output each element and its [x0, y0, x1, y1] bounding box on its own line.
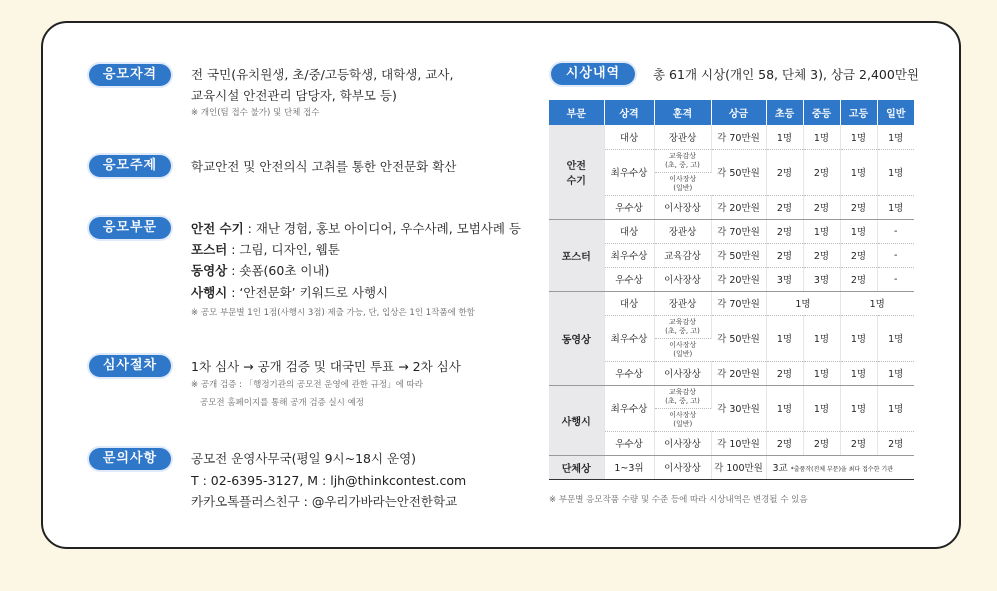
table-cell: 2명	[766, 361, 803, 385]
table-row	[549, 291, 914, 315]
table-row	[549, 149, 914, 172]
awards-footnote: ※ 부문별 응모작품 수량 및 수준 등에 따라 시상내역은 변경될 수 있음	[549, 495, 808, 505]
inquiry-line1: 공모전 운영사무국(평일 9시~18시 운영)	[191, 451, 417, 466]
table-cell: 1명	[766, 291, 840, 315]
theme-badge: 응모주제	[89, 155, 171, 177]
table-row	[549, 219, 914, 243]
table-cell: 2명	[840, 243, 877, 267]
table-cell: 2명	[766, 431, 803, 455]
table-row	[549, 431, 914, 455]
table-cell: 2명	[803, 149, 840, 195]
table-cell: 최우수상	[604, 385, 654, 431]
table-cell: 2명	[766, 149, 803, 195]
qualification-line1: 전 국민(유치원생, 초/중/고등학생, 대학생, 교사,	[191, 67, 454, 82]
table-row	[549, 385, 914, 408]
table-cell: 교육감상 (초, 중, 고)	[654, 315, 711, 338]
review-text: 1차 심사 → 공개 검증 및 대국민 투표 → 2차 심사	[191, 359, 461, 374]
header-cell: 중등	[803, 100, 840, 125]
category-item-poster: 포스터 : 그림, 디자인, 웹툰	[191, 242, 340, 257]
table-cell: 2명	[840, 195, 877, 219]
table-cell: 각 50만원	[711, 315, 766, 361]
table-cell: 1명	[840, 219, 877, 243]
header-cell: 고등	[840, 100, 877, 125]
review-badge: 심사절차	[89, 355, 171, 377]
review-note2: 공모전 홈페이지를 통해 공개 검증 실시 예정	[200, 398, 365, 408]
table-cell: 이사장상	[654, 431, 711, 455]
table-cell: 우수상	[604, 361, 654, 385]
table-cell: 이사장상	[654, 455, 711, 479]
table-cell: 각 50만원	[711, 149, 766, 195]
table-row	[549, 361, 914, 385]
header-cell: 상격	[604, 100, 654, 125]
table-cell: 1~3위	[604, 455, 654, 479]
table-cell: 장관상	[654, 125, 711, 149]
theme-text: 학교안전 및 안전의식 고취를 통한 안전문화 확산	[191, 159, 457, 174]
table-cell: 1명	[766, 315, 803, 361]
table-cell: 최우수상	[604, 315, 654, 361]
table-cell: -	[877, 219, 914, 243]
table-cell: 각 100만원	[711, 455, 766, 479]
table-row	[549, 315, 914, 338]
table-cell: 우수상	[604, 267, 654, 291]
table-cell: 교육감상	[654, 243, 711, 267]
table-cell: 1명	[877, 361, 914, 385]
table-row	[549, 267, 914, 291]
table-cell: 1명	[803, 385, 840, 431]
table-cell: 2명	[766, 195, 803, 219]
table-cell: 각 20만원	[711, 195, 766, 219]
table-header-row	[549, 100, 914, 125]
table-cell: 이사장상	[654, 267, 711, 291]
table-cell: 1명	[766, 385, 803, 431]
category-item-video: 동영상 : 숏폼(60초 이내)	[191, 263, 330, 278]
table-cell: 1명	[840, 315, 877, 361]
qualification-line2: 교육시설 안전관리 담당자, 학부모 등)	[191, 88, 397, 103]
category-cell: 포스터	[549, 219, 604, 291]
table-cell: 1명	[877, 315, 914, 361]
table-row	[549, 243, 914, 267]
table-cell: 각 10만원	[711, 431, 766, 455]
table-cell: 대상	[604, 219, 654, 243]
table-cell: 각 50만원	[711, 243, 766, 267]
table-cell: 각 70만원	[711, 291, 766, 315]
table-cell: 1명	[803, 361, 840, 385]
table-cell: 1명	[803, 125, 840, 149]
table-cell: 이사장상	[654, 195, 711, 219]
awards-badge: 시상내역	[551, 63, 635, 85]
table-cell: 3교 *출품작(전체 부문)을 최다 접수한 기관	[766, 455, 914, 479]
table-cell: 이사장상 (일반)	[654, 338, 711, 361]
table-cell: 각 70만원	[711, 125, 766, 149]
inquiry-phone-email: T : 02-6395-3127, M : ljh@thinkcontest.com	[191, 473, 467, 488]
table-cell: 1명	[877, 125, 914, 149]
table-row	[549, 125, 914, 149]
awards-summary: 총 61개 시상(개인 58, 단체 3), 상금 2,400만원	[653, 67, 919, 82]
table-cell: 2명	[803, 195, 840, 219]
awards-table	[549, 100, 914, 480]
table-cell: 3명	[803, 267, 840, 291]
table-cell: -	[877, 243, 914, 267]
table-cell: 1명	[766, 125, 803, 149]
table-cell: 우수상	[604, 431, 654, 455]
table-cell: 1명	[877, 149, 914, 195]
table-cell: 대상	[604, 291, 654, 315]
category-note: ※ 공모 부문별 1인 1점(사행시 3점) 제출 가능, 단, 입상은 1인 1작품에 한함	[191, 308, 475, 318]
table-cell: 2명	[803, 431, 840, 455]
table-cell: 우수상	[604, 195, 654, 219]
header-cell: 일반	[877, 100, 914, 125]
qualification-badge: 응모자격	[89, 64, 171, 86]
table-cell: 장관상	[654, 219, 711, 243]
header-cell: 부문	[549, 100, 604, 125]
table-cell: 1명	[840, 385, 877, 431]
table-cell: 대상	[604, 125, 654, 149]
category-cell: 단체상	[549, 455, 604, 479]
table-cell: 최우수상	[604, 149, 654, 195]
inquiry-badge: 문의사항	[89, 448, 171, 470]
table-cell: 1명	[840, 361, 877, 385]
table-cell: 3명	[766, 267, 803, 291]
table-cell: 이사장상 (일반)	[654, 408, 711, 431]
inquiry-kakao: 카카오톡플러스친구 : @우리가바라는안전한학교	[191, 494, 458, 509]
table-cell: 최우수상	[604, 243, 654, 267]
table-cell: 2명	[877, 431, 914, 455]
table-cell: 1명	[803, 219, 840, 243]
table-cell: -	[877, 267, 914, 291]
review-note1: ※ 공개 검증 : 「행정기관의 공모전 운영에 관한 규정」에 따라	[191, 380, 423, 390]
category-item-essay: 안전 수기 : 재난 경험, 홍보 아이디어, 우수사례, 모범사례 등	[191, 221, 522, 236]
table-row	[549, 195, 914, 219]
table-cell: 1명	[840, 149, 877, 195]
header-cell: 상금	[711, 100, 766, 125]
category-cell: 동영상	[549, 291, 604, 385]
table-cell: 각 20만원	[711, 267, 766, 291]
category-item-poem: 사행시 : ‘안전문화’ 키워드로 사행시	[191, 285, 389, 300]
table-cell: 1명	[877, 195, 914, 219]
table-cell: 2명	[766, 219, 803, 243]
table-cell: 2명	[803, 243, 840, 267]
table-cell: 교육감상 (초, 중, 고)	[654, 149, 711, 172]
table-cell: 각 30만원	[711, 385, 766, 431]
table-cell: 2명	[766, 243, 803, 267]
header-cell: 훈격	[654, 100, 711, 125]
category-cell: 사행시	[549, 385, 604, 455]
table-cell: 이사장상 (일반)	[654, 172, 711, 195]
table-cell: 교육감상 (초, 중, 고)	[654, 385, 711, 408]
table-cell: 1명	[877, 385, 914, 431]
table-cell: 각 20만원	[711, 361, 766, 385]
table-cell: 1명	[803, 315, 840, 361]
table-cell: 2명	[840, 267, 877, 291]
header-cell: 초등	[766, 100, 803, 125]
table-cell: 각 70만원	[711, 219, 766, 243]
table-row	[549, 455, 914, 479]
table-cell: 1명	[840, 125, 877, 149]
table-cell: 장관상	[654, 291, 711, 315]
category-badge: 응모부문	[89, 217, 171, 239]
qualification-note: ※ 개인(팀 접수 불가) 및 단체 접수	[191, 108, 320, 118]
table-cell: 1명	[840, 291, 914, 315]
table-cell: 2명	[840, 431, 877, 455]
table-cell: 이사장상	[654, 361, 711, 385]
category-cell: 안전 수기	[549, 125, 604, 219]
